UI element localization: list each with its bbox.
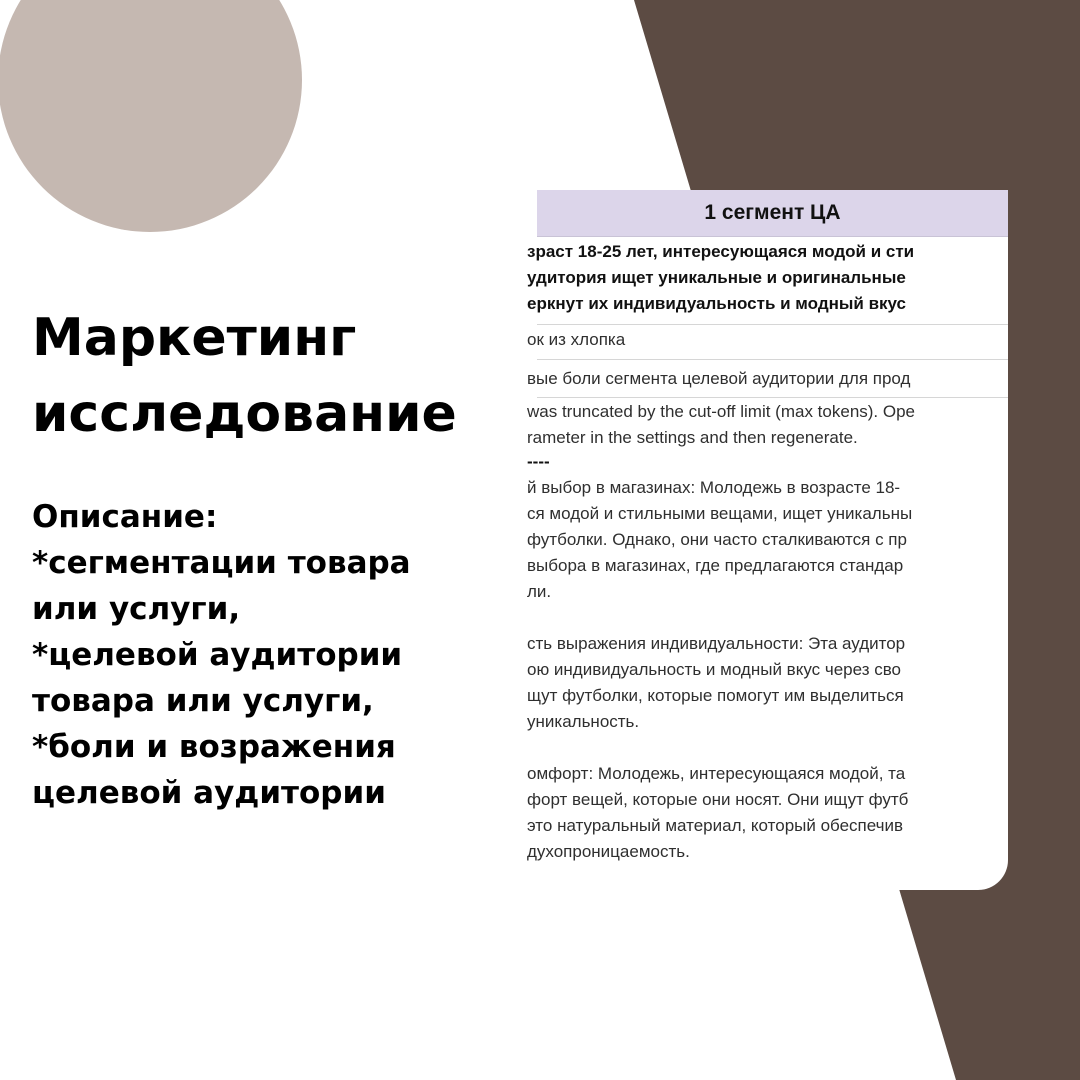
divider <box>537 324 1008 325</box>
description-line: товара или услуги, <box>32 683 374 719</box>
product-line: ок из хлопка <box>527 330 626 349</box>
paragraph-line: это натуральный материал, который обеспечив <box>527 816 904 835</box>
description-line: *сегментации товара <box>32 545 411 581</box>
description-line: или услуги, <box>32 591 241 627</box>
paragraph-line: щут футболки, которые помогут им выделиться <box>527 686 904 705</box>
paragraph-line: футболки. Однако, они часто сталкиваются с пр <box>527 530 907 549</box>
title-line: Маркетинг <box>32 308 357 368</box>
screenshot-card <box>527 190 1008 890</box>
paragraph-line: ся модой и стильными вещами, ищет уникальны <box>527 504 913 523</box>
paragraph-line: духопроницаемость. <box>527 842 690 861</box>
paragraph-line: выбора в магазинах, где предлагаются стандар <box>527 556 904 575</box>
paragraph-line: уникальность. <box>527 712 640 731</box>
paragraph-line: ли. <box>527 582 552 601</box>
segment-line: еркнут их индивидуальность и модный вкус <box>527 294 907 313</box>
description-line: *боли и возражения <box>32 729 396 765</box>
question-line: вые боли сегмента целевой аудитории для прод <box>527 369 911 388</box>
divider <box>537 359 1008 360</box>
separator: ---- <box>527 452 550 471</box>
card-body <box>527 237 1008 891</box>
decorative-circle <box>0 0 302 232</box>
description-heading: Описание: <box>32 499 218 535</box>
description-line: *целевой аудитории <box>32 637 403 673</box>
paragraph-line: сть выражения индивидуальности: Эта аудитор <box>527 634 906 653</box>
paragraph-line: й выбор в магазинах: Молодежь в возрасте 18- <box>527 478 901 497</box>
description-line: целевой аудитории <box>32 775 386 811</box>
title-line: исследование <box>32 384 457 444</box>
page-title <box>32 300 492 452</box>
truncation-line: rameter in the settings and then regenerate. <box>527 428 858 447</box>
paragraph-line: ою индивидуальность и модный вкус через сво <box>527 660 902 679</box>
paragraph-line: омфорт: Молодежь, интересующаяся модой, та <box>527 764 906 783</box>
paragraph-line: форт вещей, которые они носят. Они ищут футб <box>527 790 909 809</box>
truncation-line: was truncated by the cut-off limit (max tokens). Ope <box>527 402 916 421</box>
description <box>32 494 472 816</box>
card-header: 1 сегмент ЦА <box>537 190 1008 237</box>
segment-line: зраст 18-25 лет, интересующаяся модой и сти <box>527 242 915 261</box>
divider <box>537 397 1008 398</box>
segment-line: удитория ищет уникальные и оригинальные <box>527 268 906 287</box>
